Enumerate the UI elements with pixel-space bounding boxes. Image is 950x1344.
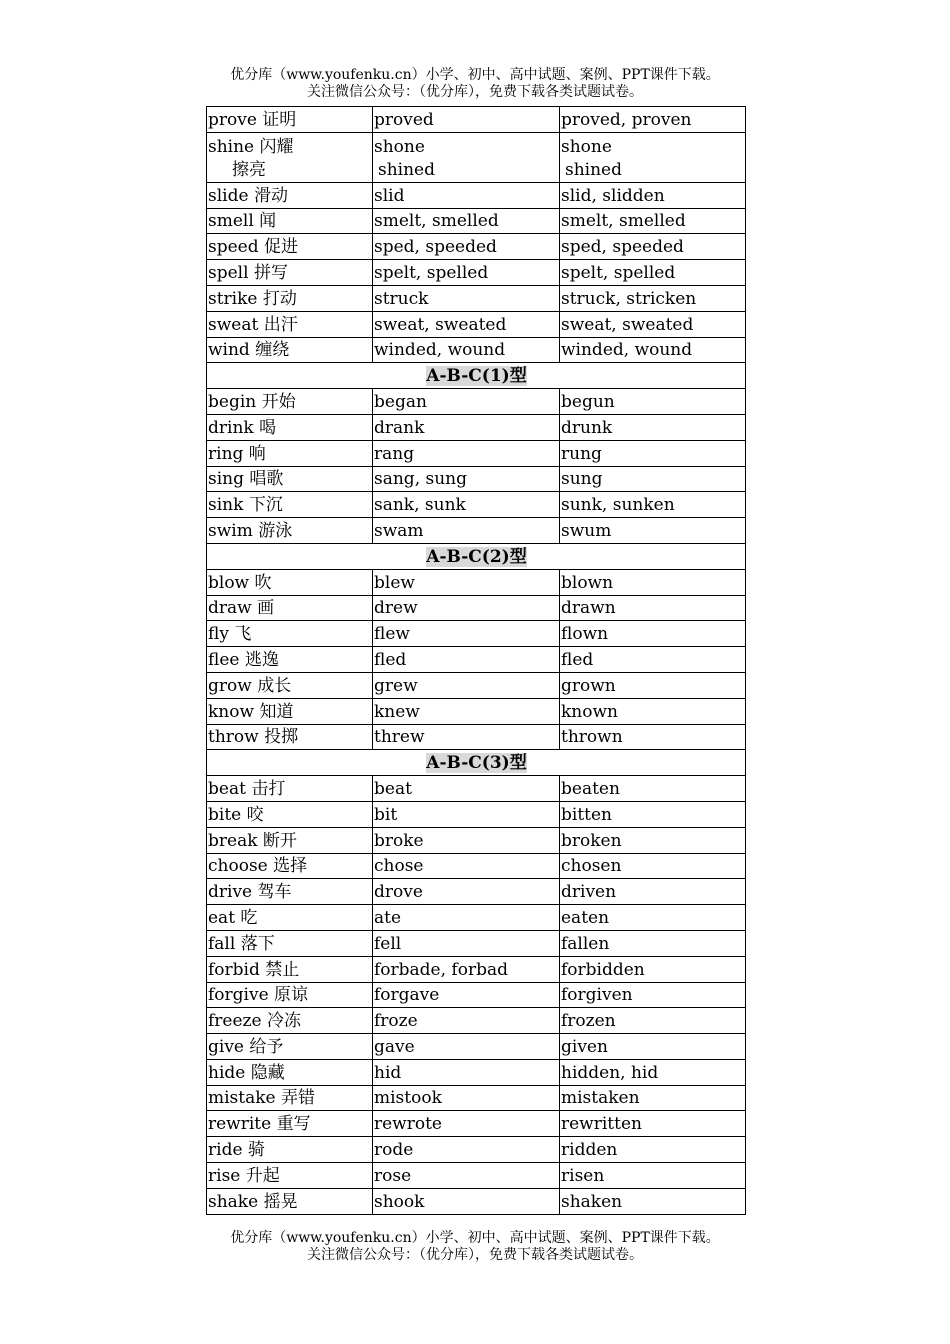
past-tense-cell: knew bbox=[373, 698, 560, 724]
past-tense-cell: chose bbox=[373, 853, 560, 879]
base-form-cell: beat 击打 bbox=[207, 776, 373, 802]
past-tense-cell: flew bbox=[373, 621, 560, 647]
past-tense-cell bbox=[373, 132, 560, 182]
past-tense-cell: forbade, forbad bbox=[373, 956, 560, 982]
base-form-cell: rewrite 重写 bbox=[207, 1111, 373, 1137]
past-participle-cell: mistaken bbox=[560, 1085, 746, 1111]
base-form-cell: eat 吃 bbox=[207, 905, 373, 931]
past-participle-cell: known bbox=[560, 698, 746, 724]
past-participle-cell: flown bbox=[560, 621, 746, 647]
past-tense-cell: proved bbox=[373, 107, 560, 133]
base-form-cell: fly 飞 bbox=[207, 621, 373, 647]
base-form-cell: begin 开始 bbox=[207, 389, 373, 415]
past-tense-cell: rang bbox=[373, 440, 560, 466]
past-participle-cell bbox=[560, 132, 746, 182]
base-form-cell: drink 喝 bbox=[207, 414, 373, 440]
table-row bbox=[207, 827, 746, 853]
table-row bbox=[207, 1111, 746, 1137]
page-header bbox=[0, 67, 950, 101]
table-row bbox=[207, 260, 746, 286]
base-form-cell: spell 拼写 bbox=[207, 260, 373, 286]
table-row bbox=[207, 132, 746, 182]
base-form-cell: grow 成长 bbox=[207, 672, 373, 698]
past-tense-cell: sweat, sweated bbox=[373, 311, 560, 337]
past-participle-cell: rewritten bbox=[560, 1111, 746, 1137]
past-participle-cell: shaken bbox=[560, 1188, 746, 1214]
base-form-line-1: shine 闪耀 bbox=[208, 136, 294, 157]
table-row bbox=[207, 440, 746, 466]
section-header-cell bbox=[207, 750, 746, 776]
past-tense-cell: beat bbox=[373, 776, 560, 802]
table-row bbox=[207, 724, 746, 750]
base-form-cell: speed 促进 bbox=[207, 234, 373, 260]
base-form-cell: ring 响 bbox=[207, 440, 373, 466]
base-form-line-2: 擦亮 bbox=[232, 159, 266, 180]
table-row bbox=[207, 595, 746, 621]
base-form-cell: sing 唱歌 bbox=[207, 466, 373, 492]
section-title: A-B-C(2)型 bbox=[426, 546, 527, 567]
table-row bbox=[207, 414, 746, 440]
table-row bbox=[207, 1034, 746, 1060]
table-row bbox=[207, 285, 746, 311]
past-tense-cell: ate bbox=[373, 905, 560, 931]
base-form-cell: freeze 冷冻 bbox=[207, 1008, 373, 1034]
table-row bbox=[207, 1059, 746, 1085]
table-row bbox=[207, 1188, 746, 1214]
past-participle-cell: hidden, hid bbox=[560, 1059, 746, 1085]
base-form-cell: draw 画 bbox=[207, 595, 373, 621]
base-form-cell: wind 缠绕 bbox=[207, 337, 373, 363]
base-form-cell: swim 游泳 bbox=[207, 518, 373, 544]
past-participle-cell: proved, proven bbox=[560, 107, 746, 133]
table-row bbox=[207, 234, 746, 260]
past-participle-cell: drawn bbox=[560, 595, 746, 621]
past-tense-cell: threw bbox=[373, 724, 560, 750]
past-tense-cell: bit bbox=[373, 801, 560, 827]
past-tense-cell: struck bbox=[373, 285, 560, 311]
past-participle-cell: sweat, sweated bbox=[560, 311, 746, 337]
past-participle-cell: fled bbox=[560, 647, 746, 673]
past-tense-cell: drove bbox=[373, 879, 560, 905]
table-row bbox=[207, 208, 746, 234]
past-participle-cell: frozen bbox=[560, 1008, 746, 1034]
past-participle-cell: driven bbox=[560, 879, 746, 905]
base-form-cell: strike 打动 bbox=[207, 285, 373, 311]
past-participle-cell: ridden bbox=[560, 1137, 746, 1163]
base-form-cell: shake 摇晃 bbox=[207, 1188, 373, 1214]
section-header-cell bbox=[207, 363, 746, 389]
past-tense-cell: gave bbox=[373, 1034, 560, 1060]
table-row bbox=[207, 389, 746, 415]
past-tense-cell: sang, sung bbox=[373, 466, 560, 492]
past-participle-cell: spelt, spelled bbox=[560, 260, 746, 286]
past-tense-cell: rewrote bbox=[373, 1111, 560, 1137]
table-row bbox=[207, 956, 746, 982]
past-tense-cell: broke bbox=[373, 827, 560, 853]
page-footer bbox=[0, 1230, 950, 1264]
past-participle-cell: begun bbox=[560, 389, 746, 415]
past-participle-cell: sung bbox=[560, 466, 746, 492]
base-form-cell: throw 投掷 bbox=[207, 724, 373, 750]
past-tense-cell: sped, speeded bbox=[373, 234, 560, 260]
header-line-2: 关注微信公众号：（优分库），免费下载各类试题试卷。 bbox=[307, 84, 643, 100]
past-tense-cell: swam bbox=[373, 518, 560, 544]
base-form-cell: flee 逃逸 bbox=[207, 647, 373, 673]
past-participle-cell: sunk, sunken bbox=[560, 492, 746, 518]
base-form-cell: mistake 弄错 bbox=[207, 1085, 373, 1111]
irregular-verb-table bbox=[206, 106, 746, 1215]
past-tense-cell: began bbox=[373, 389, 560, 415]
base-form-cell: forbid 禁止 bbox=[207, 956, 373, 982]
past-participle-cell: beaten bbox=[560, 776, 746, 802]
past-tense-cell: hid bbox=[373, 1059, 560, 1085]
past-tense-cell: grew bbox=[373, 672, 560, 698]
base-form-cell: slide 滑动 bbox=[207, 182, 373, 208]
past-tense-cell: fell bbox=[373, 930, 560, 956]
past-participle-cell: forbidden bbox=[560, 956, 746, 982]
past-participle-cell: bitten bbox=[560, 801, 746, 827]
past-participle-line-2: shined bbox=[565, 159, 623, 180]
section-header-row bbox=[207, 543, 746, 569]
base-form-cell bbox=[207, 132, 373, 182]
past-participle-cell: drunk bbox=[560, 414, 746, 440]
past-tense-cell: smelt, smelled bbox=[373, 208, 560, 234]
past-tense-cell: froze bbox=[373, 1008, 560, 1034]
table-row bbox=[207, 182, 746, 208]
past-tense-cell: rose bbox=[373, 1163, 560, 1189]
past-tense-cell: drew bbox=[373, 595, 560, 621]
past-participle-cell: fallen bbox=[560, 930, 746, 956]
table-row bbox=[207, 518, 746, 544]
past-participle-cell: blown bbox=[560, 569, 746, 595]
table-row bbox=[207, 1008, 746, 1034]
base-form-cell: fall 落下 bbox=[207, 930, 373, 956]
past-participle-cell: struck, stricken bbox=[560, 285, 746, 311]
base-form-cell: know 知道 bbox=[207, 698, 373, 724]
past-tense-cell: forgave bbox=[373, 982, 560, 1008]
past-participle-cell: broken bbox=[560, 827, 746, 853]
past-participle-line-1: shone bbox=[561, 136, 612, 157]
base-form-cell: blow 吹 bbox=[207, 569, 373, 595]
table-row bbox=[207, 647, 746, 673]
past-participle-cell: winded, wound bbox=[560, 337, 746, 363]
past-participle-cell: smelt, smelled bbox=[560, 208, 746, 234]
base-form-cell: give 给予 bbox=[207, 1034, 373, 1060]
past-participle-cell: thrown bbox=[560, 724, 746, 750]
past-tense-line-2: shined bbox=[378, 159, 436, 180]
past-tense-cell: sank, sunk bbox=[373, 492, 560, 518]
table-row bbox=[207, 492, 746, 518]
section-title: A-B-C(1)型 bbox=[426, 366, 527, 387]
table-row bbox=[207, 853, 746, 879]
past-tense-cell: winded, wound bbox=[373, 337, 560, 363]
table-row bbox=[207, 311, 746, 337]
past-participle-cell: grown bbox=[560, 672, 746, 698]
table-row bbox=[207, 801, 746, 827]
past-tense-cell: rode bbox=[373, 1137, 560, 1163]
past-participle-cell: forgiven bbox=[560, 982, 746, 1008]
base-form-cell: choose 选择 bbox=[207, 853, 373, 879]
past-participle-cell: risen bbox=[560, 1163, 746, 1189]
past-tense-cell: drank bbox=[373, 414, 560, 440]
table-row bbox=[207, 672, 746, 698]
table-row bbox=[207, 698, 746, 724]
past-tense-cell: shook bbox=[373, 1188, 560, 1214]
past-participle-cell: given bbox=[560, 1034, 746, 1060]
table-row bbox=[207, 107, 746, 133]
table-row bbox=[207, 466, 746, 492]
past-tense-line-1: shone bbox=[374, 136, 425, 157]
base-form-cell: forgive 原谅 bbox=[207, 982, 373, 1008]
past-participle-cell: eaten bbox=[560, 905, 746, 931]
past-participle-cell: rung bbox=[560, 440, 746, 466]
base-form-cell: break 断开 bbox=[207, 827, 373, 853]
table-row bbox=[207, 776, 746, 802]
table-row bbox=[207, 982, 746, 1008]
base-form-cell: bite 咬 bbox=[207, 801, 373, 827]
past-participle-cell: slid, slidden bbox=[560, 182, 746, 208]
base-form-cell: rise 升起 bbox=[207, 1163, 373, 1189]
base-form-cell: drive 驾车 bbox=[207, 879, 373, 905]
past-participle-cell: swum bbox=[560, 518, 746, 544]
base-form-cell: ride 骑 bbox=[207, 1137, 373, 1163]
section-header-row bbox=[207, 750, 746, 776]
table-row bbox=[207, 1137, 746, 1163]
table-row bbox=[207, 930, 746, 956]
table-row bbox=[207, 1163, 746, 1189]
past-tense-cell: fled bbox=[373, 647, 560, 673]
base-form-cell: sink 下沉 bbox=[207, 492, 373, 518]
table-row bbox=[207, 905, 746, 931]
table-row bbox=[207, 337, 746, 363]
past-tense-cell: blew bbox=[373, 569, 560, 595]
section-header-row bbox=[207, 363, 746, 389]
header-line-1: 优分库（www.youfenku.cn）小学、初中、高中试题、案例、PPT课件下载。 bbox=[230, 67, 720, 83]
table-row bbox=[207, 621, 746, 647]
table-row bbox=[207, 569, 746, 595]
base-form-cell: prove 证明 bbox=[207, 107, 373, 133]
past-tense-cell: slid bbox=[373, 182, 560, 208]
footer-line-1: 优分库（www.youfenku.cn）小学、初中、高中试题、案例、PPT课件下载。 bbox=[230, 1230, 720, 1246]
section-header-cell bbox=[207, 543, 746, 569]
table-row bbox=[207, 879, 746, 905]
past-participle-cell: sped, speeded bbox=[560, 234, 746, 260]
past-tense-cell: spelt, spelled bbox=[373, 260, 560, 286]
table-row bbox=[207, 1085, 746, 1111]
footer-line-2: 关注微信公众号：（优分库），免费下载各类试题试卷。 bbox=[307, 1247, 643, 1263]
past-tense-cell: mistook bbox=[373, 1085, 560, 1111]
section-title: A-B-C(3)型 bbox=[426, 753, 527, 774]
base-form-cell: smell 闻 bbox=[207, 208, 373, 234]
past-participle-cell: chosen bbox=[560, 853, 746, 879]
base-form-cell: sweat 出汗 bbox=[207, 311, 373, 337]
base-form-cell: hide 隐藏 bbox=[207, 1059, 373, 1085]
